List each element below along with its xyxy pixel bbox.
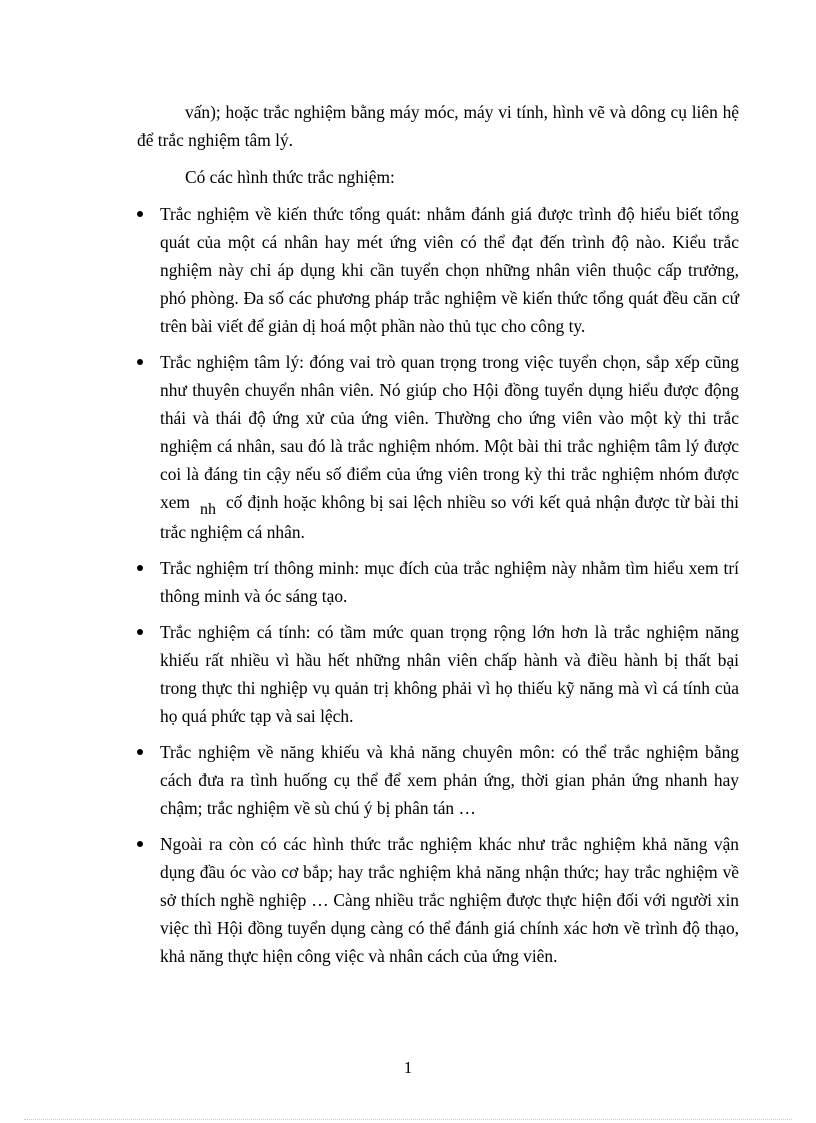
list-item xyxy=(0,738,739,822)
bullet-icon xyxy=(137,841,143,847)
bullet-text-before: Trắc nghiệm tâm lý: đóng vai trò quan trọng trong việc tuyển chọn, sắp xếp cũng như thuyên chuyển nhân viên. Nó giúp cho Hội đồng tuyển dụng hiểu được động thái và thái độ ứng xử của ứng viên. Thường cho ứng viên vào một kỳ thi trắc nghiệm cá nhân, sau đó là trắc nghiệm nhóm. Một bài thi trắc nghiệm tâm lý được coi là đáng tin cậy nếu số điểm của ứng viên trong kỳ thi trắc nghiệm nhóm được xem xyxy=(160,352,739,512)
bullet-icon xyxy=(137,359,143,365)
lead-paragraph: Có các hình thức trắc nghiệm: xyxy=(185,167,395,187)
list-item xyxy=(0,200,739,340)
bullet-text: Trắc nghiệm trí thông minh: mục đích của trắc nghiệm này nhằm tìm hiểu xem trí thông minh và óc sáng tạo. xyxy=(160,558,739,606)
bullet-list xyxy=(0,200,816,978)
bullet-icon xyxy=(137,749,143,755)
bullet-text: Trắc nghiệm về kiến thức tổng quát: nhằm đánh giá được trình độ hiểu biết tổng quát của một cá nhân hay mét ứng viên có thể đạt đến trình độ nào. Kiểu trắc nghiệm này chỉ áp dụng khi cần tuyển chọn những nhân viên thuộc cấp trưởng, phó phòng. Đa số các phương pháp trắc nghiệm về kiến thức tổng quát đều căn cứ trên bài viết để giản dị hoá một phần nào thủ tục cho công ty. xyxy=(160,204,739,336)
bullet-text: Trắc nghiệm về năng khiếu và khả năng chuyên môn: có thể trắc nghiệm bằng cách đưa ra tình huống cụ thể để xem phản ứng, thời gian phản ứng nhanh hay chậm; trắc nghiệm về sù chú ý bị phân tán … xyxy=(160,742,739,818)
bullet-text: Trắc nghiệm cá tính: có tầm mức quan trọng rộng lớn hơn là trắc nghiệm năng khiếu rất nhiều vì hầu hết những nhân viên chấp hành và điều hành bị thất bại trong thực thi nghiệp vụ quản trị không phải vì họ thiếu kỹ năng mà vì cá tính của họ quá phức tạp và sai lệch. xyxy=(160,622,739,726)
subscript-fragment: nh xyxy=(199,501,216,518)
list-item xyxy=(0,348,739,546)
list-item xyxy=(0,830,739,970)
bullet-icon xyxy=(137,565,143,571)
list-item xyxy=(0,618,739,730)
list-item xyxy=(0,554,739,610)
bullet-icon xyxy=(137,629,143,635)
bullet-text: Ngoài ra còn có các hình thức trắc nghiệm khác như trắc nghiệm khả năng vận dụng đầu óc vào cơ bắp; hay trắc nghiệm khả năng nhận thức; hay trắc nghiệm về sở thích nghề nghiệp … Càng nhiều trắc nghiệm được thực hiện đối với người xin việc thì Hội đồng tuyển dụng càng có thể đánh giá chính xác hơn về trình độ thạo, khả năng thực hiện công việc và nhân cách của ứng viên. xyxy=(160,834,739,966)
bullet-text-after: cố định hoặc không bị sai lệch nhiều so với kết quả nhận được từ bài thi trắc nghiệm cá nhân. xyxy=(160,492,739,542)
page-bottom-divider xyxy=(24,1119,792,1120)
bullet-icon xyxy=(137,211,143,217)
page-number: 1 xyxy=(403,1058,413,1077)
intro-paragraph: vấn); hoặc trắc nghiệm bằng máy móc, máy vi tính, hình vẽ và dông cụ liên hệ để trắc nghiệm tâm lý. xyxy=(137,102,739,150)
